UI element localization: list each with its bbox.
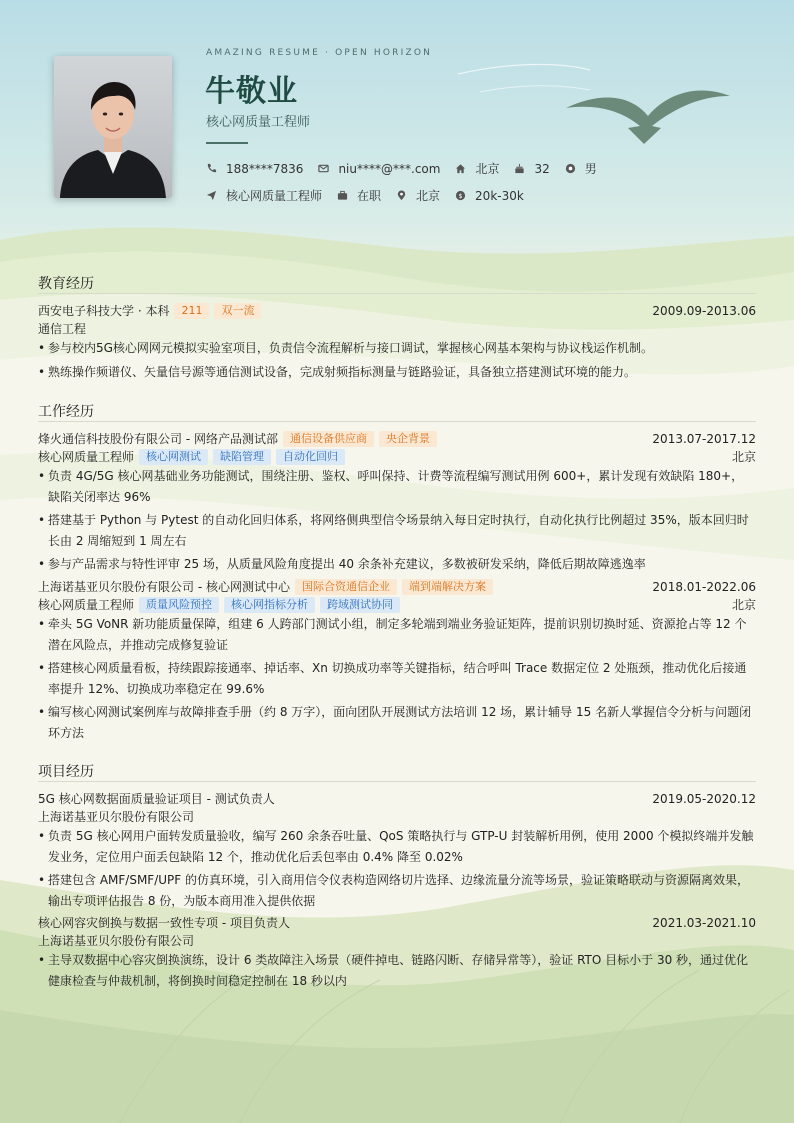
job-header <box>38 578 756 595</box>
projects-divider <box>38 781 756 782</box>
briefcase-icon <box>337 190 348 201</box>
company-tag: 央企背景 <box>379 431 437 447</box>
gender-item <box>565 160 597 177</box>
gender-value: 男 <box>584 162 597 176</box>
education-entry <box>38 302 756 319</box>
target-role-item <box>206 187 322 204</box>
job-intent-row <box>206 187 539 204</box>
job-bullet: • 搭建核心网质量看板，持续跟踪接通率、掉话率、Xn 切换成功率等关键指标，结合呼叫 Trace 数据定位 2 处瓶颈，推动优化后接通率提升 12%、切换成功率稳定在 99.6% <box>38 658 754 699</box>
skill-tag: 质量风险预控 <box>139 597 219 613</box>
job-role: 核心网质量工程师 <box>38 598 135 612</box>
cake-icon <box>514 163 525 174</box>
project-period: 2019.05-2020.12 <box>652 791 756 806</box>
skill-tag: 核心网测试 <box>139 449 208 465</box>
target-role-value: 核心网质量工程师 <box>226 189 323 203</box>
hometown-value: 北京 <box>475 162 500 176</box>
company-name: 上海诺基亚贝尔股份有限公司 - 核心网测试中心 <box>38 580 290 594</box>
job-role: 核心网质量工程师 <box>38 450 135 464</box>
job-city: 北京 <box>731 450 756 464</box>
project-org: 上海诺基亚贝尔股份有限公司 <box>38 810 195 824</box>
location-pin-icon <box>396 190 407 201</box>
mail-icon <box>318 163 329 174</box>
age-value: 32 <box>534 161 550 176</box>
education-major: 通信工程 <box>38 322 87 336</box>
job-period: 2013.07-2017.12 <box>652 431 756 446</box>
education-bullet: • 熟练操作频谱仪、矢量信号源等通信测试设备，完成射频指标测量与链路验证，具备独立搭建测试环境的能力。 <box>38 362 754 383</box>
email-value: niu****@***.com <box>338 161 441 176</box>
school-name: 西安电子科技大学 · 本科 <box>38 304 170 318</box>
svg-text:$: $ <box>458 191 463 200</box>
salary-value: 20k-30k <box>475 188 524 203</box>
job-city: 北京 <box>731 598 756 612</box>
projects-heading: 项目经历 <box>38 764 94 780</box>
job-bullet: • 编写核心网测试案例库与故障排查手册（约 8 万字），面向团队开展测试方法培训 12 场，累计辅导 15 名新人掌握信令分析与问题闭环方法 <box>38 702 754 743</box>
company-name: 烽火通信科技股份有限公司 - 网络产品测试部 <box>38 432 278 446</box>
job-role-row <box>38 596 756 613</box>
education-heading: 教育经历 <box>38 276 94 292</box>
target-city-value: 北京 <box>416 189 441 203</box>
skill-tag: 核心网指标分析 <box>224 597 315 613</box>
education-period: 2009.09-2013.06 <box>652 303 756 318</box>
status-item <box>337 187 381 204</box>
project-name: 核心网容灾倒换与数据一致性专项 - 项目负责人 <box>38 916 290 930</box>
project-header <box>38 914 756 931</box>
job-bullet: • 搭建基于 Python 与 Pytest 的自动化回归体系，将网络侧典型信令场景纳入每日定时执行，自动化执行比例超过 35%，版本回归时长由 2 周缩短到 1 周左右 <box>38 510 754 551</box>
job-role-row <box>38 448 756 465</box>
phone-value: 188****7836 <box>226 161 304 176</box>
job-period: 2018.01-2022.06 <box>652 579 756 594</box>
contact-row <box>206 160 612 177</box>
job-bullet: • 牵头 5G VoNR 新功能质量保障，组建 6 人跨部门测试小组，制定多轮端到端业务验证矩阵，提前识别切换时延、资源抢占等 12 个潜在风险点，并推动完成修复验证 <box>38 614 754 655</box>
phone-item <box>206 162 303 176</box>
target-city-item <box>396 187 440 204</box>
work-heading: 工作经历 <box>38 404 94 420</box>
title-divider <box>206 142 248 144</box>
candidate-title: 核心网质量工程师 <box>206 115 311 130</box>
company-tag: 通信设备供应商 <box>283 431 374 447</box>
school-tag: 双一流 <box>214 303 261 319</box>
money-icon <box>455 190 466 201</box>
school-tag: 211 <box>174 303 209 319</box>
project-bullet: • 负责 5G 核心网用户面转发质量验收，编写 260 余条吞吐量、QoS 策略执行与 GTP-U 封装解析用例，使用 2000 个模拟终端并发触发业务，定位用户面丢包缺陷 12 个，推动优化后丢包率由 0.4% 降至 0.02% <box>38 826 754 867</box>
job-bullet: • 参与产品需求与特性评审 25 场，从质量风险角度提出 40 余条补充建议，多数被研发采纳，降低后期故障逃逸率 <box>38 554 754 575</box>
company-tag: 国际合资通信企业 <box>295 579 397 595</box>
job-header <box>38 430 756 447</box>
hometown-item <box>455 160 499 177</box>
project-period: 2021.03-2021.10 <box>652 915 756 930</box>
gender-icon <box>565 163 576 174</box>
project-name: 5G 核心网数据面质量验证项目 - 测试负责人 <box>38 792 275 806</box>
age-item <box>514 162 549 176</box>
project-org: 上海诺基亚贝尔股份有限公司 <box>38 934 195 948</box>
skill-tag: 缺陷管理 <box>213 449 271 465</box>
email-item <box>318 162 440 176</box>
send-icon <box>206 190 217 201</box>
project-bullet: • 搭建包含 AMF/SMF/UPF 的仿真环境，引入商用信令仪表构造网络切片选择、边缘流量分流等场景，验证策略联动与资源隔离效果，输出专项评估报告 8 份，为版本商用准入提供依据 <box>38 870 754 911</box>
candidate-name: 牛敬业 <box>205 74 298 109</box>
project-bullet: • 主导双数据中心容灾倒换演练，设计 6 类故障注入场景（硬件掉电、链路闪断、存储异常等），验证 RTO 目标小于 30 秒，通过优化健康检查与仲裁机制，将倒换时间稳定控制在 18 秒以内 <box>38 950 754 991</box>
company-tag: 端到端解决方案 <box>402 579 493 595</box>
phone-icon <box>206 163 217 174</box>
job-bullet: • 负责 4G/5G 核心网基础业务功能测试，围绕注册、鉴权、呼叫保持、计费等流程编写测试用例 600+，累计发现有效缺陷 180+，缺陷关闭率达 96% <box>38 466 754 507</box>
project-header <box>38 790 756 807</box>
skill-tag: 跨域测试协同 <box>320 597 400 613</box>
home-icon <box>455 163 466 174</box>
status-value: 在职 <box>357 189 382 203</box>
tagline: AMAZING RESUME · OPEN HORIZON <box>206 48 433 58</box>
profile-photo <box>54 56 172 198</box>
skill-tag: 自动化回归 <box>276 449 345 465</box>
education-bullet: • 参与校内5G核心网网元模拟实验室项目，负责信令流程解析与接口调试，掌握核心网基本架构与协议栈运作机制。 <box>38 338 754 359</box>
salary-item <box>455 189 524 203</box>
work-divider <box>38 421 756 422</box>
education-divider <box>38 293 756 294</box>
